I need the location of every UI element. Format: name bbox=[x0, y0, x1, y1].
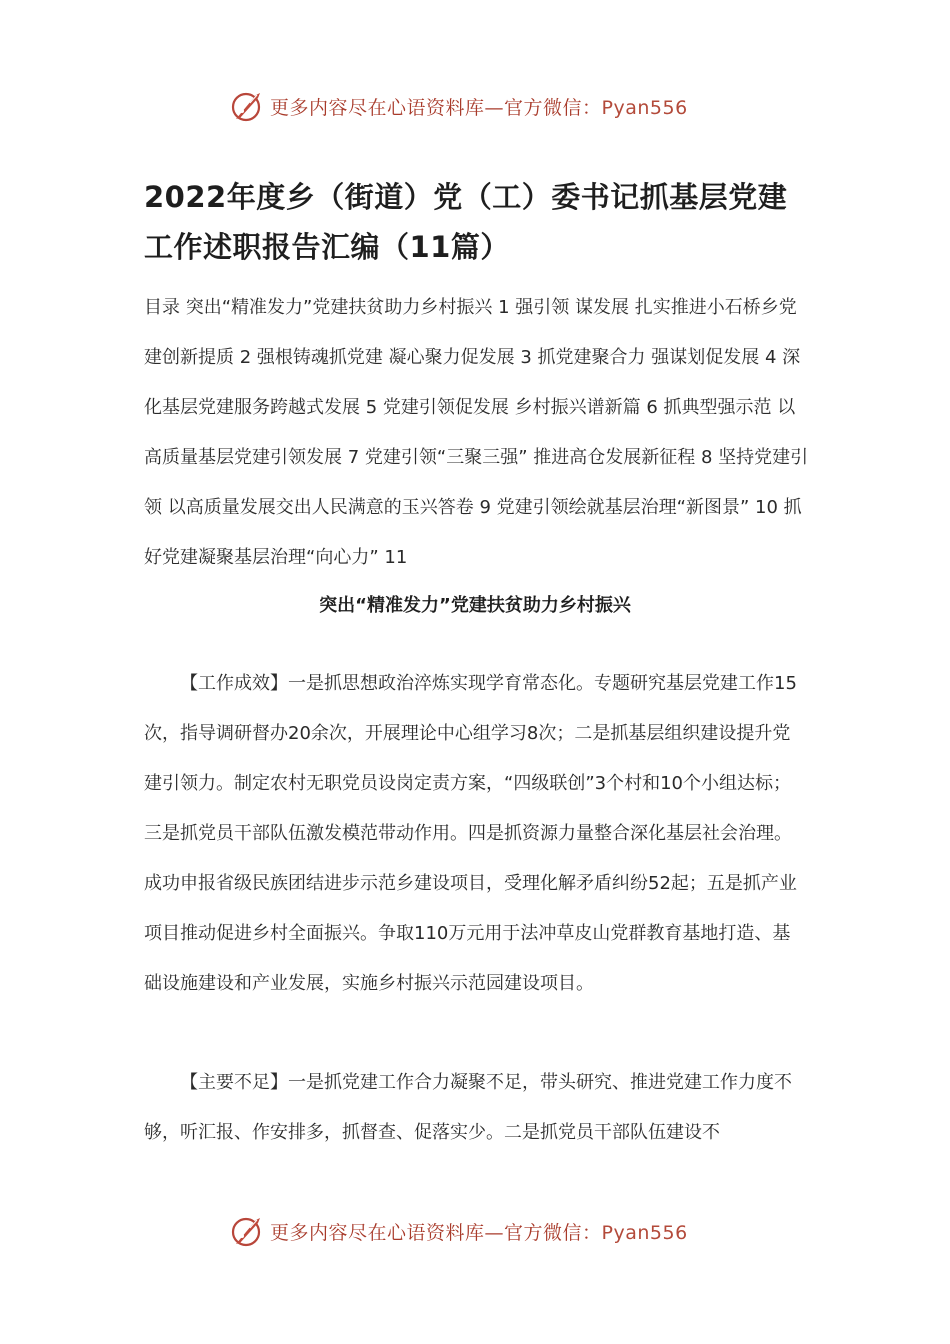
banner-label: 更多内容尽在心语资料库—官方微信： bbox=[270, 96, 602, 119]
table-of-contents: 目录 突出“精准发力”党建扶贫助力乡村振兴 1 强引领 谋发展 扎实推进小石桥乡党建创新提质 2 强根铸魂抓党建 凝心聚力促发展 3 抓党建聚合力 强谋划促发展 4 深化基层党建服务跨越式发展 5 党建引领促发展 乡村振兴谱新篇 6 抓典型强示范 以高质量基层党建引领发展 7 党建引领“三聚三强” 推进高仓发展新征程 8 坚持党建引领 以高质量发展交出人民满意的玉兴答卷 9 党建引领绘就基层治理“新图景” 10 抓好党建凝聚基层治理“向心力” 11 bbox=[144, 297, 809, 568]
header-banner bbox=[0, 86, 950, 126]
banner-label-footer: 更多内容尽在心语资料库—官方微信： bbox=[270, 1221, 602, 1244]
footer-banner bbox=[0, 1211, 950, 1251]
wechat-id: Pyan556 bbox=[601, 96, 688, 119]
banner-text-footer bbox=[270, 1218, 688, 1245]
wechat-id-footer: Pyan556 bbox=[601, 1221, 688, 1244]
paragraph-main-shortcomings: 【主要不足】一是抓党建工作合力凝聚不足，带头研究、推进党建工作力度不够，听汇报、作安排多，抓督查、促落实少。二是抓党员干部队伍建设不 bbox=[144, 1072, 792, 1143]
document-title: 2022年度乡（街道）党（工）委书记抓基层党建工作述职报告汇编（11篇） bbox=[144, 180, 788, 264]
banner-content-footer bbox=[230, 1211, 688, 1251]
quill-logo-icon-footer bbox=[230, 1214, 264, 1248]
banner-content bbox=[230, 86, 688, 126]
banner-text bbox=[270, 93, 688, 120]
quill-logo-icon bbox=[230, 89, 264, 123]
paragraph-work-results: 【工作成效】一是抓思想政治淬炼实现学育常态化。专题研究基层党建工作15次，指导调研督办20余次，开展理论中心组学习8次；二是抓基层组织建设提升党建引领力。制定农村无职党员设岗定责方案，“四级联创”3个村和10个小组达标；三是抓党员干部队伍激发模范带动作用。四是抓资源力量整合深化基层社会治理。成功申报省级民族团结进步示范乡建设项目，受理化解矛盾纠纷52起；五是抓产业项目推动促进乡村全面振兴。争取110万元用于法冲草皮山党群教育基地打造、基础设施建设和产业发展，实施乡村振兴示范园建设项目。 bbox=[144, 673, 797, 994]
section-heading: 突出“精准发力”党建扶贫助力乡村振兴 bbox=[319, 595, 631, 616]
